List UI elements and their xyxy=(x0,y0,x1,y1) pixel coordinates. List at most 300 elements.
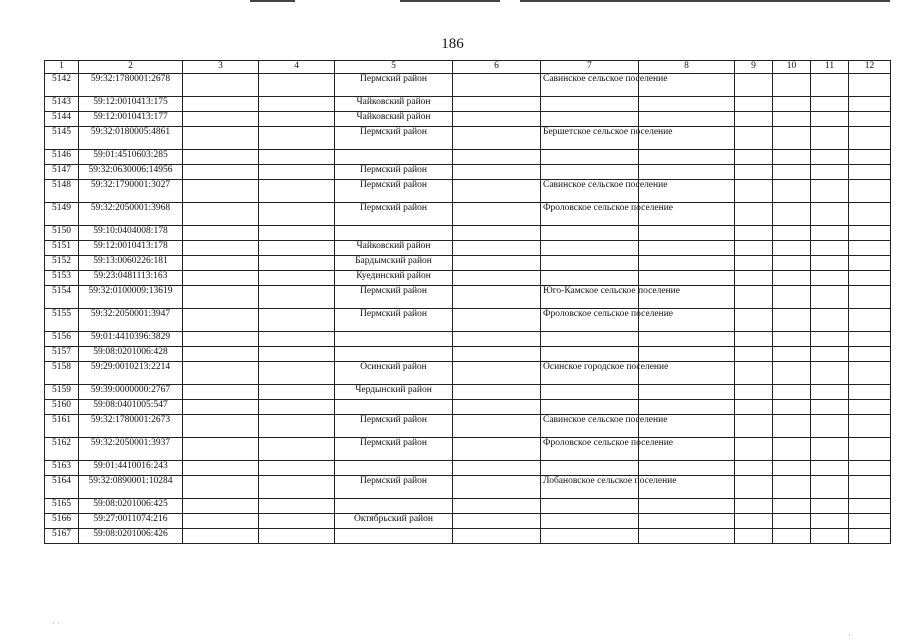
empty-cell xyxy=(735,256,773,271)
empty-cell xyxy=(259,127,335,150)
district-cell: Пермский район xyxy=(335,415,453,438)
district-cell: Пермский район xyxy=(335,438,453,461)
settlement-cell: Бершетское сельское поселение xyxy=(541,127,639,150)
table-row xyxy=(45,461,891,476)
empty-cell xyxy=(183,286,259,309)
row-number-cell: 5161 xyxy=(45,415,79,438)
district-cell: Осинский район xyxy=(335,362,453,385)
empty-cell xyxy=(849,514,891,529)
empty-cell xyxy=(773,112,811,127)
empty-cell xyxy=(849,127,891,150)
table-row xyxy=(45,241,891,256)
empty-cell xyxy=(183,150,259,165)
table-row xyxy=(45,400,891,415)
empty-cell xyxy=(811,347,849,362)
page-number: 186 xyxy=(441,36,464,52)
empty-cell xyxy=(259,529,335,544)
empty-cell xyxy=(639,332,735,347)
empty-cell xyxy=(811,165,849,180)
settlement-cell: Савинское сельское поселение xyxy=(541,415,639,438)
cadastral-number-cell: 59:01:4510603:285 xyxy=(79,150,183,165)
empty-cell xyxy=(811,74,849,97)
empty-cell xyxy=(811,180,849,203)
settlement-cell xyxy=(541,332,639,347)
cadastral-number-cell: 59:32:0630006:14956 xyxy=(79,165,183,180)
empty-cell xyxy=(639,97,735,112)
row-number-cell: 5145 xyxy=(45,127,79,150)
row-number-cell: 5151 xyxy=(45,241,79,256)
empty-cell xyxy=(849,499,891,514)
empty-cell xyxy=(183,476,259,499)
district-cell xyxy=(335,461,453,476)
table-row xyxy=(45,112,891,127)
empty-cell xyxy=(811,332,849,347)
table-row xyxy=(45,127,891,150)
empty-cell xyxy=(183,256,259,271)
empty-cell xyxy=(849,347,891,362)
cadastral-number-cell: 59:32:1780001:2673 xyxy=(79,415,183,438)
empty-cell xyxy=(811,461,849,476)
empty-cell xyxy=(773,347,811,362)
table-row xyxy=(45,286,891,309)
registry-table xyxy=(44,60,891,544)
scan-artifact-line xyxy=(400,0,500,2)
empty-cell xyxy=(735,438,773,461)
row-number-cell: 5165 xyxy=(45,499,79,514)
empty-cell xyxy=(183,203,259,226)
empty-cell xyxy=(849,415,891,438)
empty-cell xyxy=(735,165,773,180)
district-cell: Пермский район xyxy=(335,203,453,226)
empty-cell xyxy=(639,241,735,256)
empty-cell xyxy=(811,476,849,499)
empty-cell xyxy=(735,362,773,385)
empty-cell xyxy=(639,347,735,362)
district-cell: Пермский район xyxy=(335,286,453,309)
empty-cell xyxy=(259,309,335,332)
column-header: 5 xyxy=(335,61,453,74)
empty-cell xyxy=(773,256,811,271)
district-cell xyxy=(335,529,453,544)
empty-cell xyxy=(773,499,811,514)
table-row xyxy=(45,476,891,499)
row-number-cell: 5157 xyxy=(45,347,79,362)
empty-cell xyxy=(259,347,335,362)
settlement-cell xyxy=(541,385,639,400)
empty-cell xyxy=(453,286,541,309)
empty-cell xyxy=(183,514,259,529)
empty-cell xyxy=(259,461,335,476)
empty-cell xyxy=(259,180,335,203)
table-row xyxy=(45,226,891,241)
empty-cell xyxy=(849,74,891,97)
empty-cell xyxy=(849,400,891,415)
empty-cell xyxy=(849,112,891,127)
empty-cell xyxy=(811,415,849,438)
empty-cell xyxy=(849,476,891,499)
cadastral-number-cell: 59:32:1790001:3027 xyxy=(79,180,183,203)
column-header: 9 xyxy=(735,61,773,74)
empty-cell xyxy=(773,309,811,332)
empty-cell xyxy=(183,438,259,461)
empty-cell xyxy=(849,332,891,347)
settlement-cell xyxy=(541,271,639,286)
empty-cell xyxy=(849,309,891,332)
cadastral-number-cell: 59:08:0201006:425 xyxy=(79,499,183,514)
cadastral-number-cell: 59:32:2050001:3937 xyxy=(79,438,183,461)
settlement-cell xyxy=(541,112,639,127)
district-cell xyxy=(335,332,453,347)
empty-cell xyxy=(453,362,541,385)
row-number-cell: 5144 xyxy=(45,112,79,127)
empty-cell xyxy=(773,514,811,529)
row-number-cell: 5167 xyxy=(45,529,79,544)
table-row xyxy=(45,362,891,385)
cadastral-number-cell: 59:01:4410016:243 xyxy=(79,461,183,476)
empty-cell xyxy=(735,286,773,309)
table-row xyxy=(45,74,891,97)
empty-cell xyxy=(811,286,849,309)
empty-cell xyxy=(735,97,773,112)
empty-cell xyxy=(453,476,541,499)
table-row xyxy=(45,203,891,226)
column-header: 12 xyxy=(849,61,891,74)
empty-cell xyxy=(259,415,335,438)
empty-cell xyxy=(453,74,541,97)
empty-cell xyxy=(453,112,541,127)
cadastral-number-cell: 59:10:0404008:178 xyxy=(79,226,183,241)
empty-cell xyxy=(453,499,541,514)
cadastral-number-cell: 59:39:0000000:2767 xyxy=(79,385,183,400)
empty-cell xyxy=(811,256,849,271)
empty-cell xyxy=(811,150,849,165)
empty-cell xyxy=(735,203,773,226)
settlement-cell xyxy=(541,461,639,476)
empty-cell xyxy=(453,150,541,165)
empty-cell xyxy=(735,499,773,514)
settlement-cell xyxy=(541,256,639,271)
empty-cell xyxy=(735,74,773,97)
district-cell xyxy=(335,347,453,362)
empty-cell xyxy=(259,286,335,309)
district-cell: Октябрьский район xyxy=(335,514,453,529)
empty-cell xyxy=(773,241,811,256)
empty-cell xyxy=(811,499,849,514)
empty-cell xyxy=(773,97,811,112)
empty-cell xyxy=(183,97,259,112)
empty-cell xyxy=(183,499,259,514)
district-cell: Куединский район xyxy=(335,271,453,286)
empty-cell xyxy=(453,385,541,400)
empty-cell xyxy=(639,256,735,271)
table-row xyxy=(45,499,891,514)
district-cell: Пермский район xyxy=(335,476,453,499)
row-number-cell: 5166 xyxy=(45,514,79,529)
cadastral-number-cell: 59:01:4410396:3829 xyxy=(79,332,183,347)
row-number-cell: 5153 xyxy=(45,271,79,286)
district-cell: Пермский район xyxy=(335,309,453,332)
row-number-cell: 5162 xyxy=(45,438,79,461)
empty-cell xyxy=(259,385,335,400)
settlement-cell xyxy=(541,514,639,529)
empty-cell xyxy=(259,226,335,241)
cadastral-number-cell: 59:32:0100009:13619 xyxy=(79,286,183,309)
table-row xyxy=(45,97,891,112)
empty-cell xyxy=(453,514,541,529)
column-header: 2 xyxy=(79,61,183,74)
cadastral-number-cell: 59:32:0890001:10284 xyxy=(79,476,183,499)
empty-cell xyxy=(735,461,773,476)
table-header-row xyxy=(45,61,891,74)
empty-cell xyxy=(639,271,735,286)
empty-cell xyxy=(773,476,811,499)
row-number-cell: 5148 xyxy=(45,180,79,203)
cadastral-number-cell: 59:08:0201006:426 xyxy=(79,529,183,544)
settlement-cell xyxy=(541,241,639,256)
empty-cell xyxy=(811,529,849,544)
scan-artifact-line xyxy=(520,0,890,2)
empty-cell xyxy=(735,529,773,544)
empty-cell xyxy=(735,112,773,127)
empty-cell xyxy=(773,415,811,438)
empty-cell xyxy=(735,385,773,400)
empty-cell xyxy=(735,347,773,362)
empty-cell xyxy=(453,271,541,286)
column-header: 11 xyxy=(811,61,849,74)
empty-cell xyxy=(773,332,811,347)
cadastral-number-cell: 59:12:0010413:175 xyxy=(79,97,183,112)
settlement-cell xyxy=(541,529,639,544)
cadastral-number-cell: 59:32:0180005:4861 xyxy=(79,127,183,150)
empty-cell xyxy=(735,400,773,415)
empty-cell xyxy=(259,332,335,347)
empty-cell xyxy=(811,309,849,332)
cadastral-number-cell: 59:27:0011074:216 xyxy=(79,514,183,529)
empty-cell xyxy=(639,514,735,529)
empty-cell xyxy=(639,165,735,180)
empty-cell xyxy=(773,180,811,203)
row-number-cell: 5154 xyxy=(45,286,79,309)
district-cell: Пермский район xyxy=(335,165,453,180)
empty-cell xyxy=(259,74,335,97)
empty-cell xyxy=(773,165,811,180)
district-cell: Чердынский район xyxy=(335,385,453,400)
table-row xyxy=(45,385,891,400)
district-cell xyxy=(335,400,453,415)
row-number-cell: 5156 xyxy=(45,332,79,347)
empty-cell xyxy=(811,271,849,286)
empty-cell xyxy=(773,150,811,165)
empty-cell xyxy=(735,150,773,165)
empty-cell xyxy=(259,514,335,529)
scan-artifact-line xyxy=(250,0,295,2)
row-number-cell: 5155 xyxy=(45,309,79,332)
cadastral-number-cell: 59:13:0060226:181 xyxy=(79,256,183,271)
empty-cell xyxy=(453,127,541,150)
empty-cell xyxy=(259,362,335,385)
empty-cell xyxy=(183,74,259,97)
column-header: 7 xyxy=(541,61,639,74)
empty-cell xyxy=(639,385,735,400)
empty-cell xyxy=(735,226,773,241)
row-number-cell: 5146 xyxy=(45,150,79,165)
empty-cell xyxy=(453,529,541,544)
table-row xyxy=(45,332,891,347)
empty-cell xyxy=(811,362,849,385)
empty-cell xyxy=(849,226,891,241)
empty-cell xyxy=(453,203,541,226)
settlement-cell: Фроловское сельское поселение xyxy=(541,438,639,461)
empty-cell xyxy=(735,180,773,203)
empty-cell xyxy=(453,400,541,415)
empty-cell xyxy=(811,385,849,400)
row-number-cell: 5150 xyxy=(45,226,79,241)
cadastral-number-cell: 59:32:2050001:3968 xyxy=(79,203,183,226)
empty-cell xyxy=(259,97,335,112)
empty-cell xyxy=(183,241,259,256)
empty-cell xyxy=(773,127,811,150)
table-row xyxy=(45,271,891,286)
empty-cell xyxy=(849,461,891,476)
empty-cell xyxy=(811,241,849,256)
empty-cell xyxy=(811,203,849,226)
empty-cell xyxy=(453,97,541,112)
cadastral-number-cell: 59:08:0401005:547 xyxy=(79,400,183,415)
column-header: 4 xyxy=(259,61,335,74)
cadastral-number-cell: 59:12:0010413:178 xyxy=(79,241,183,256)
empty-cell xyxy=(453,241,541,256)
empty-cell xyxy=(735,415,773,438)
empty-cell xyxy=(773,362,811,385)
empty-cell xyxy=(735,241,773,256)
empty-cell xyxy=(639,150,735,165)
empty-cell xyxy=(811,514,849,529)
empty-cell xyxy=(183,385,259,400)
row-number-cell: 5159 xyxy=(45,385,79,400)
empty-cell xyxy=(773,74,811,97)
table-row xyxy=(45,415,891,438)
district-cell: Пермский район xyxy=(335,180,453,203)
empty-cell xyxy=(849,438,891,461)
empty-cell xyxy=(453,180,541,203)
empty-cell xyxy=(259,476,335,499)
cadastral-number-cell: 59:12:0010413:177 xyxy=(79,112,183,127)
empty-cell xyxy=(183,165,259,180)
empty-cell xyxy=(259,256,335,271)
scan-speck: · · xyxy=(52,618,61,628)
empty-cell xyxy=(639,400,735,415)
empty-cell xyxy=(735,514,773,529)
settlement-cell xyxy=(541,400,639,415)
settlement-cell xyxy=(541,97,639,112)
row-number-cell: 5164 xyxy=(45,476,79,499)
empty-cell xyxy=(259,112,335,127)
empty-cell xyxy=(735,271,773,286)
empty-cell xyxy=(849,150,891,165)
empty-cell xyxy=(849,385,891,400)
table-row xyxy=(45,256,891,271)
table-row xyxy=(45,529,891,544)
table-row xyxy=(45,180,891,203)
empty-cell xyxy=(259,150,335,165)
empty-cell xyxy=(773,203,811,226)
empty-cell xyxy=(811,400,849,415)
column-header: 6 xyxy=(453,61,541,74)
empty-cell xyxy=(773,529,811,544)
cadastral-number-cell: 59:29:0010213:2214 xyxy=(79,362,183,385)
empty-cell xyxy=(453,438,541,461)
cadastral-number-cell: 59:08:0201006:428 xyxy=(79,347,183,362)
empty-cell xyxy=(259,165,335,180)
empty-cell xyxy=(259,203,335,226)
empty-cell xyxy=(639,226,735,241)
empty-cell xyxy=(453,226,541,241)
column-header: 3 xyxy=(183,61,259,74)
column-header: 1 xyxy=(45,61,79,74)
district-cell xyxy=(335,226,453,241)
empty-cell xyxy=(183,529,259,544)
settlement-cell: Осинское городское поселение xyxy=(541,362,639,385)
empty-cell xyxy=(811,127,849,150)
row-number-cell: 5158 xyxy=(45,362,79,385)
table-body xyxy=(45,74,891,544)
settlement-cell xyxy=(541,347,639,362)
district-cell: Чайковский район xyxy=(335,112,453,127)
empty-cell xyxy=(849,241,891,256)
empty-cell xyxy=(639,461,735,476)
empty-cell xyxy=(811,112,849,127)
empty-cell xyxy=(639,529,735,544)
cadastral-number-cell: 59:23:0481113:163 xyxy=(79,271,183,286)
empty-cell xyxy=(773,385,811,400)
empty-cell xyxy=(849,529,891,544)
empty-cell xyxy=(259,400,335,415)
empty-cell xyxy=(849,286,891,309)
empty-cell xyxy=(639,112,735,127)
empty-cell xyxy=(183,180,259,203)
empty-cell xyxy=(773,438,811,461)
table-row xyxy=(45,514,891,529)
cadastral-number-cell: 59:32:1780001:2678 xyxy=(79,74,183,97)
empty-cell xyxy=(183,461,259,476)
empty-cell xyxy=(773,226,811,241)
table-row xyxy=(45,150,891,165)
empty-cell xyxy=(773,400,811,415)
empty-cell xyxy=(453,332,541,347)
district-cell: Чайковский район xyxy=(335,97,453,112)
scan-speck: · xyxy=(848,630,851,640)
row-number-cell: 5149 xyxy=(45,203,79,226)
row-number-cell: 5143 xyxy=(45,97,79,112)
empty-cell xyxy=(183,400,259,415)
empty-cell xyxy=(849,362,891,385)
settlement-cell xyxy=(541,150,639,165)
empty-cell xyxy=(259,438,335,461)
cadastral-number-cell: 59:32:2050001:3947 xyxy=(79,309,183,332)
district-cell xyxy=(335,499,453,514)
settlement-cell: Савинское сельское поселение xyxy=(541,180,639,203)
empty-cell xyxy=(735,309,773,332)
empty-cell xyxy=(453,347,541,362)
district-cell: Пермский район xyxy=(335,127,453,150)
table-row xyxy=(45,438,891,461)
empty-cell xyxy=(811,226,849,241)
empty-cell xyxy=(639,499,735,514)
row-number-cell: 5163 xyxy=(45,461,79,476)
settlement-cell xyxy=(541,165,639,180)
district-cell: Чайковский район xyxy=(335,241,453,256)
row-number-cell: 5147 xyxy=(45,165,79,180)
